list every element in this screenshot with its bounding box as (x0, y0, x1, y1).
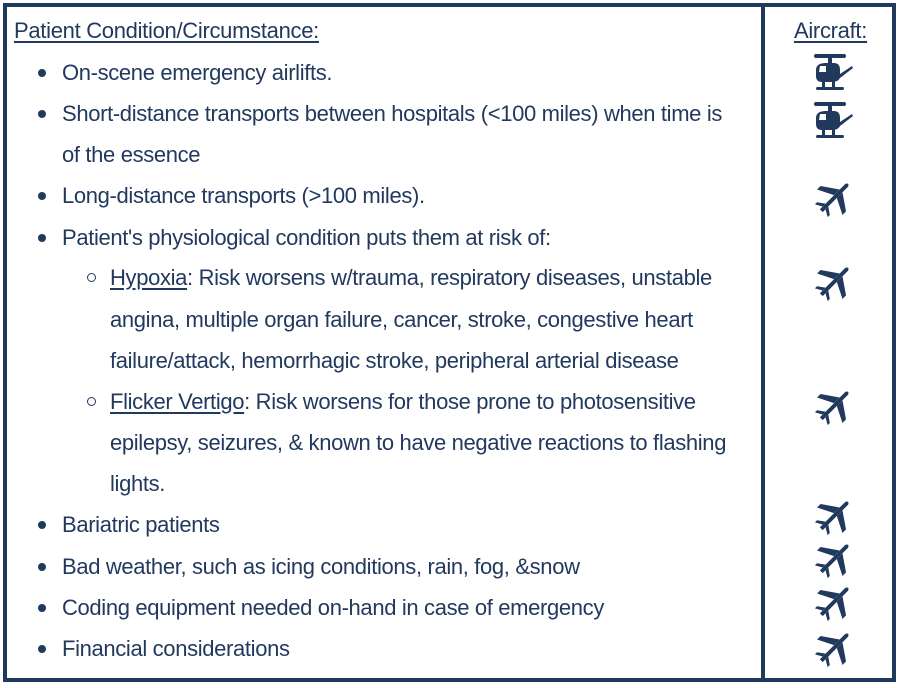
column-divider (761, 3, 765, 682)
condition-header: Patient Condition/Circumstance: (14, 18, 319, 43)
airplane-icon (812, 262, 856, 302)
bullet (38, 69, 46, 77)
bullet (38, 110, 46, 118)
bullet (38, 192, 46, 200)
flicker-vertigo-desc: : Risk worsens for those prone to photosensitive (244, 389, 696, 414)
sub-item-flicker-vertigo-cont2: lights. (110, 471, 166, 496)
airplane-icon (812, 539, 856, 579)
hypoxia-term: Hypoxia (110, 265, 188, 290)
helicopter-icon (810, 52, 854, 92)
list-item-bad-weather: Bad weather, such as icing conditions, rain, fog, &snow (62, 554, 580, 579)
airplane-icon (812, 628, 856, 668)
condition-column (14, 14, 754, 48)
list-item-physiological: Patient's physiological condition puts them at risk of: (62, 225, 551, 250)
bullet (38, 563, 46, 571)
helicopter-icon (810, 100, 854, 140)
bullet (38, 234, 46, 242)
airplane-icon (812, 496, 856, 536)
sub-item-hypoxia (110, 263, 712, 293)
airplane-icon (812, 178, 856, 218)
aircraft-header: Aircraft: (793, 18, 868, 43)
sub-bullet (87, 397, 96, 406)
list-item-short-distance: Short-distance transports between hospitals (<100 miles) when time is (62, 101, 723, 126)
list-item-short-distance-cont: of the essence (62, 142, 201, 167)
sub-bullet (87, 273, 96, 282)
list-item-financial: Financial considerations (62, 636, 290, 661)
bullet (38, 521, 46, 529)
bullet (38, 604, 46, 612)
list-item-on-scene: On-scene emergency airlifts. (62, 60, 333, 85)
list-item-bariatric: Bariatric patients (62, 512, 220, 537)
sub-item-hypoxia-cont: angina, multiple organ failure, cancer, stroke, congestive heart (110, 307, 693, 332)
aircraft-column (765, 14, 896, 48)
hypoxia-desc: : Risk worsens w/trauma, respiratory diseases, unstable (187, 265, 712, 290)
flicker-vertigo-term: Flicker Vertigo (110, 389, 245, 414)
list-item-coding-equipment: Coding equipment needed on-hand in case of emergency (62, 595, 604, 620)
sub-item-flicker-vertigo-cont: epilepsy, seizures, & known to have negative reactions to flashing (110, 430, 727, 455)
sub-item-flicker-vertigo (110, 387, 696, 417)
airplane-icon (812, 386, 856, 426)
sub-item-hypoxia-cont2: failure/attack, hemorrhagic stroke, peripheral arterial disease (110, 348, 679, 373)
list-item-long-distance: Long-distance transports (>100 miles). (62, 183, 425, 208)
airplane-icon (812, 582, 856, 622)
bullet (38, 645, 46, 653)
